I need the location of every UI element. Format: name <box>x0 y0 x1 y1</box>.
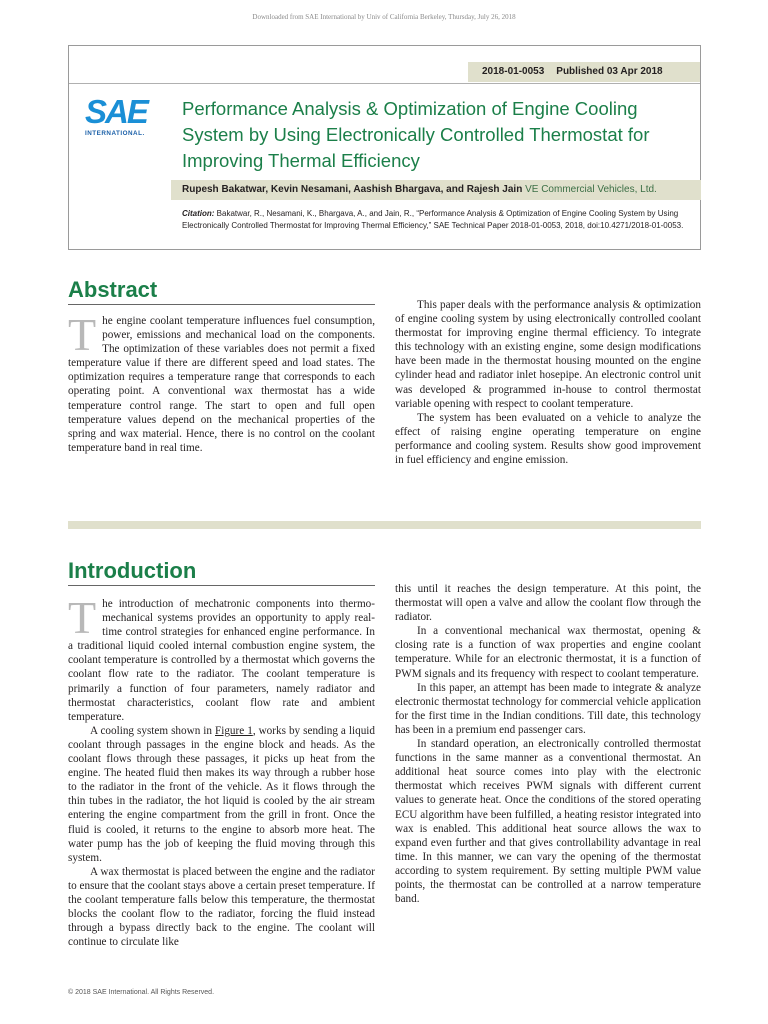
logo-text: SAE <box>85 93 147 130</box>
introduction-p5: In a conventional mechanical wax thermostat, opening & closing rate is a function of wax properties and engine coolant temperature. While for an electronic thermostat, it is a function of PWM signals and its frequency with respect to coolant temperature. <box>395 625 701 680</box>
abstract-paragraph <box>68 309 375 455</box>
abstract-heading: Abstract <box>68 277 158 302</box>
abstract-column-left <box>68 309 375 455</box>
introduction-p7: In standard operation, an electronically controlled thermostat functions in the same manner as a conventional thermostat. An additional heat source comes into play with the electronic thermostat which receives PWM signals with different current values to generate heat. Once the conditions of the stored operating ECU algorithm have been fulfilled, a heating resistor integrated into wax is enabled. This additional heat source allows the wax to expand even further and that gives controllability advantage in real time. In this manner, we can vary the opening of the thermostat according to system requirement. By setting multiple PWM value points, the thermostat can be controlled at a narrow temperature band. <box>395 738 701 906</box>
introduction-p2-start: A cooling system shown in <box>90 724 215 737</box>
abstract-p1: he engine coolant temperature influences fuel consumption, power, emissions and mechanical load on the components. The optimization of these variables does not permit a fixed temperature value if there are different speed and load states. The optimization requires a temperature range that corresponds to each operating point. A conventional wax thermostat has a wide temperature control range. The start to open and full open temperature values depend on the mechanical properties of the spring and wax material. Hence, there is no control on the coolant temperature band in real time. <box>68 315 375 454</box>
figure-1-link[interactable]: Figure 1 <box>215 724 253 737</box>
sae-logo <box>85 95 155 145</box>
introduction-column-right <box>395 582 701 906</box>
header-rule <box>69 83 700 84</box>
introduction-p2-end: , works by sending a liquid coolant through passages in the engine block and heads. As the coolant flows through these passages, it picks up heat from the engine. The heated fluid then makes its way through a rubber hose to the radiator in the front of the vehicle. As it flows through the thin tubes in the radiator, the hot liquid is cooled by the air stream entering the engine compartment from the grill in front. Once the fluid is cooled, it returns to the engine to absorb more heat. The water pump has the job of keeping the fluid moving through this system. <box>68 724 375 864</box>
published-date: Published 03 Apr 2018 <box>556 66 663 77</box>
introduction-p4: this until it reaches the design temperature. At this point, the thermostat will open a valve and allow the coolant flow through the radiator. <box>395 583 701 624</box>
abstract-rule <box>68 304 375 305</box>
introduction-p3: A wax thermostat is placed between the engine and the radiator to ensure that the coolant stays above a certain preset temperature. If the coolant temperature falls below this temperature, the thermostat blocks the coolant flow to the radiator, forcing the fluid instead through a bypass directly back to the engine. The coolant will continue to circulate like <box>68 865 375 949</box>
logo-subtext: INTERNATIONAL. <box>85 130 145 137</box>
copyright-footer: © 2018 SAE International. All Rights Reserved. <box>68 989 215 996</box>
paper-title: Performance Analysis & Optimization of Engine Cooling System by Using Electronically Controlled Thermostat for Improving Thermal Efficiency <box>182 98 650 171</box>
citation-text: Bakatwar, R., Nesamani, K., Bhargava, A., and Jain, R., “Performance Analysis & Optimization of Engine Cooling System by Using Electronically Controlled Thermostat for Improving Thermal Efficiency,” SAE Technical Paper 2018-01-0053, 2018, doi:10.4271/2018-01-0053. <box>182 209 684 230</box>
abstract-p2: This paper deals with the performance analysis & optimization of engine cooling system by using electronically controlled coolant thermostat for improving engine thermal efficiency. To integrate this technology with an existing engine, some design modifications have been made in the thermostat housing mounted on the engine cylinder head and radiator inlet hosepipe. An electronic control unit was developed & programmed in-house to control thermostat variable opening with respect to coolant temperature. <box>395 299 701 410</box>
introduction-rule <box>68 585 375 586</box>
affiliation: VE Commercial Vehicles, Ltd. <box>525 184 657 195</box>
download-note: Downloaded from SAE International by Univ of California Berkeley, Thursday, July 26, 2018 <box>252 13 516 21</box>
abstract-dropcap: T <box>68 309 97 360</box>
paper-header <box>68 45 701 250</box>
citation-label: Citation: <box>182 209 215 218</box>
authors: Rupesh Bakatwar, Kevin Nesamani, Aashish Bhargava, and Rajesh Jain <box>182 184 523 195</box>
introduction-paragraph <box>68 592 375 724</box>
introduction-column-left <box>68 592 375 949</box>
introduction-p6: In this paper, an attempt has been made to integrate & analyze electronic thermostat technology for commercial vehicle application for the first time in the Indian conditions. Till date, this technology has been in a premium end passenger cars. <box>395 681 701 736</box>
introduction-p1: he introduction of mechatronic components into thermo-mechanical systems provides an opportunity to apply real-time control strategies for enhanced engine performance. In a traditional liquid cooled internal combustion engine system, the coolant temperature is controlled by a thermostat which governs the coolant flow rate to the radiator. The coolant temperature is primarily a function of four parameters, namely radiator and thermostat characteristics, coolant flow rate and ambient temperature. <box>68 598 375 723</box>
paper-id: 2018-01-0053 <box>482 66 545 77</box>
publication-bar <box>468 62 700 82</box>
abstract-column-right <box>395 298 701 467</box>
section-divider <box>68 521 701 529</box>
author-bar <box>171 180 701 200</box>
introduction-p2 <box>68 724 375 865</box>
introduction-heading: Introduction <box>68 558 197 583</box>
introduction-dropcap: T <box>68 592 97 643</box>
abstract-p3: The system has been evaluated on a vehicle to analyze the effect of raising engine operating temperature on engine performance and cooling system. Results show good improvement in fuel efficiency and engine emission. <box>395 411 701 467</box>
citation <box>182 208 692 231</box>
